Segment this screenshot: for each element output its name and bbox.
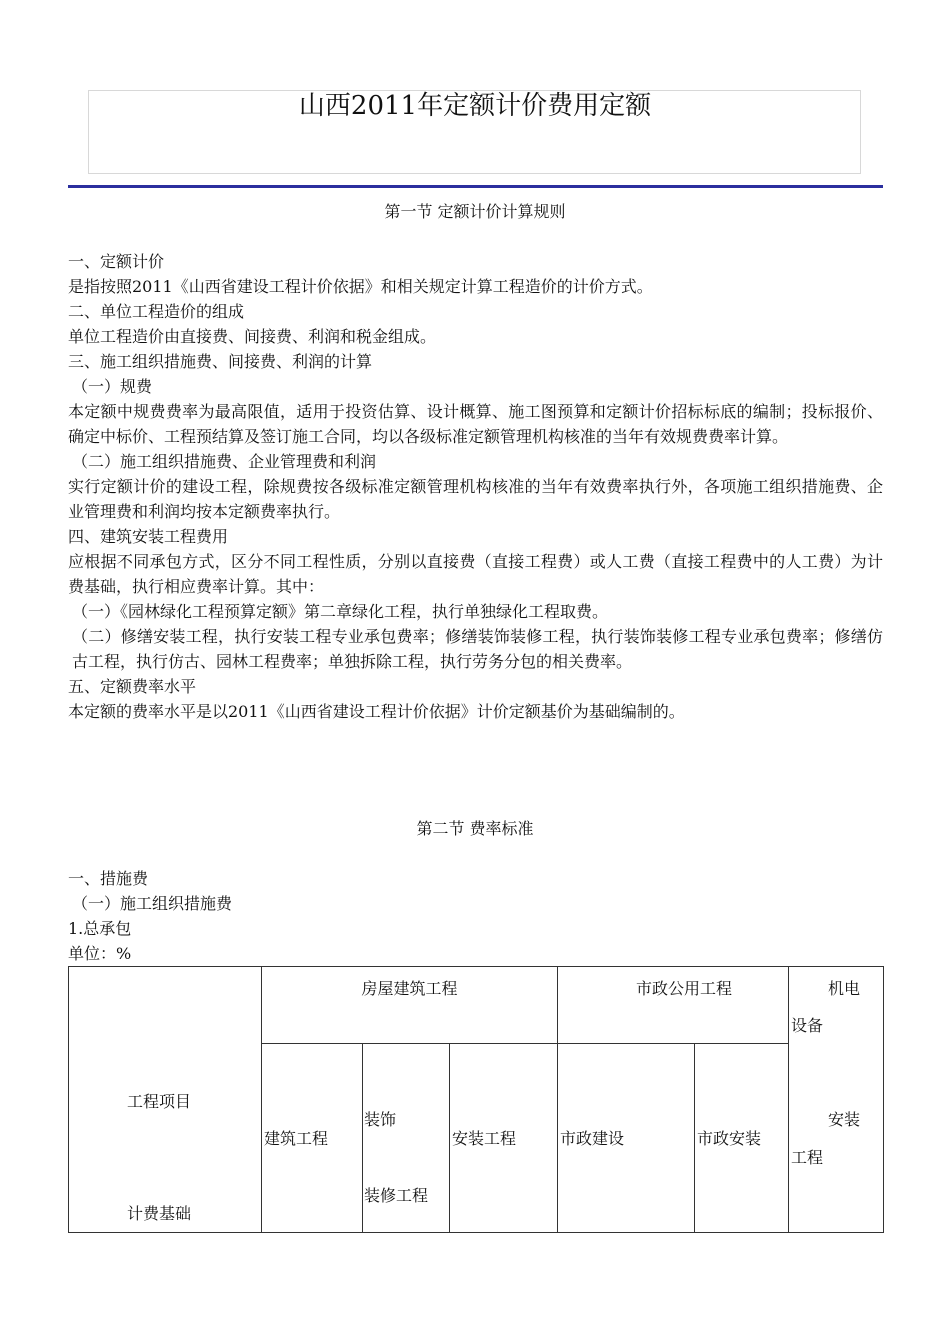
col-decor-line1: 装饰	[364, 1110, 397, 1129]
corner-top-label: 工程项目	[127, 1092, 192, 1111]
col-mech-install-line1: 安装	[828, 1110, 861, 1129]
paragraph: 一、定额计价	[68, 252, 165, 271]
col-muni-install-label: 市政安装	[697, 1129, 762, 1148]
paragraph: 单位：%	[68, 944, 132, 963]
paragraph: 应根据不同承包方式，区分不同工程性质，分别以直接费（直接工程费）或人工费（直接工程费中的人工费）为计费基础，执行相应费率计算。其中：	[68, 552, 883, 596]
paragraph: 单位工程造价由直接费、间接费、利润和税金组成。	[68, 327, 437, 346]
paragraph: （一）《园林绿化工程预算定额》第二章绿化工程，执行单独绿化工程取费。	[72, 602, 609, 621]
col-header-muni-build	[558, 1044, 695, 1233]
col-install-label: 安装工程	[452, 1129, 517, 1148]
paragraph: （一）规费	[72, 377, 153, 396]
paragraph: 实行定额计价的建设工程，除规费按各级标准定额管理机构核准的当年有效费率执行外，各项施工组织措施费、企业管理费和利润均按本定额费率执行。	[68, 477, 883, 521]
group-building-label: 房屋建筑工程	[361, 979, 458, 998]
col-header-building	[262, 1044, 363, 1233]
group-mech-line2: 设备	[791, 1016, 824, 1035]
section1-heading: 第一节 定额计价计算规则	[384, 202, 566, 221]
paragraph: 四、建筑安装工程费用	[68, 527, 229, 546]
paragraph: 五、定额费率水平	[68, 677, 197, 696]
section1-body	[68, 249, 883, 724]
section2-heading: 第二节 费率标准	[416, 819, 534, 838]
paragraph: （二）修缮安装工程，执行安装工程专业承包费率；修缮装饰装修工程，执行装饰装修工程专业承包费率；修缮仿古工程，执行仿古、园林工程费率；单独拆除工程，执行劳务分包的相关费率。	[72, 627, 883, 671]
paragraph: （一）施工组织措施费	[72, 894, 233, 913]
group-municipal-label: 市政公用工程	[636, 979, 733, 998]
paragraph: （二）施工组织措施费、企业管理费和利润	[72, 452, 377, 471]
group-header-building	[262, 967, 558, 1044]
col-decor-line2: 装修工程	[364, 1186, 429, 1205]
paragraph: 本定额的费率水平是以2011《山西省建设工程计价依据》计价定额基价为基础编制的。	[68, 702, 685, 721]
col-mech-install-line2: 工程	[791, 1148, 824, 1167]
paragraph: 是指按照2011《山西省建设工程计价依据》和相关规定计算工程造价的计价方式。	[68, 277, 653, 296]
col-header-install	[450, 1044, 558, 1233]
title-divider	[68, 185, 883, 188]
col-muni-build-label: 市政建设	[560, 1129, 625, 1148]
col-building-label: 建筑工程	[264, 1129, 329, 1148]
rate-table	[68, 966, 884, 1233]
group-header-mech	[789, 967, 884, 1233]
document-title: 山西2011年定额计价费用定额	[298, 91, 652, 121]
paragraph: 1.总承包	[68, 919, 132, 938]
paragraph: 本定额中规费费率为最高限值，适用于投资估算、设计概算、施工图预算和定额计价招标标底的编制；投标报价、确定中标价、工程预结算及签订施工合同，均以各级标准定额管理机构核准的当年有效规费费率计算。	[68, 402, 883, 446]
paragraph: 一、措施费	[68, 869, 149, 888]
group-header-municipal	[558, 967, 789, 1044]
group-mech-line1: 机电	[828, 979, 861, 998]
paragraph: 三、施工组织措施费、间接费、利润的计算	[68, 352, 373, 371]
col-header-muni-install	[695, 1044, 789, 1233]
section2-body	[68, 866, 883, 966]
col-header-decor	[363, 1044, 450, 1233]
paragraph: 二、单位工程造价的组成	[68, 302, 245, 321]
corner-header-cell	[69, 967, 262, 1233]
corner-bottom-label: 计费基础	[127, 1204, 192, 1223]
